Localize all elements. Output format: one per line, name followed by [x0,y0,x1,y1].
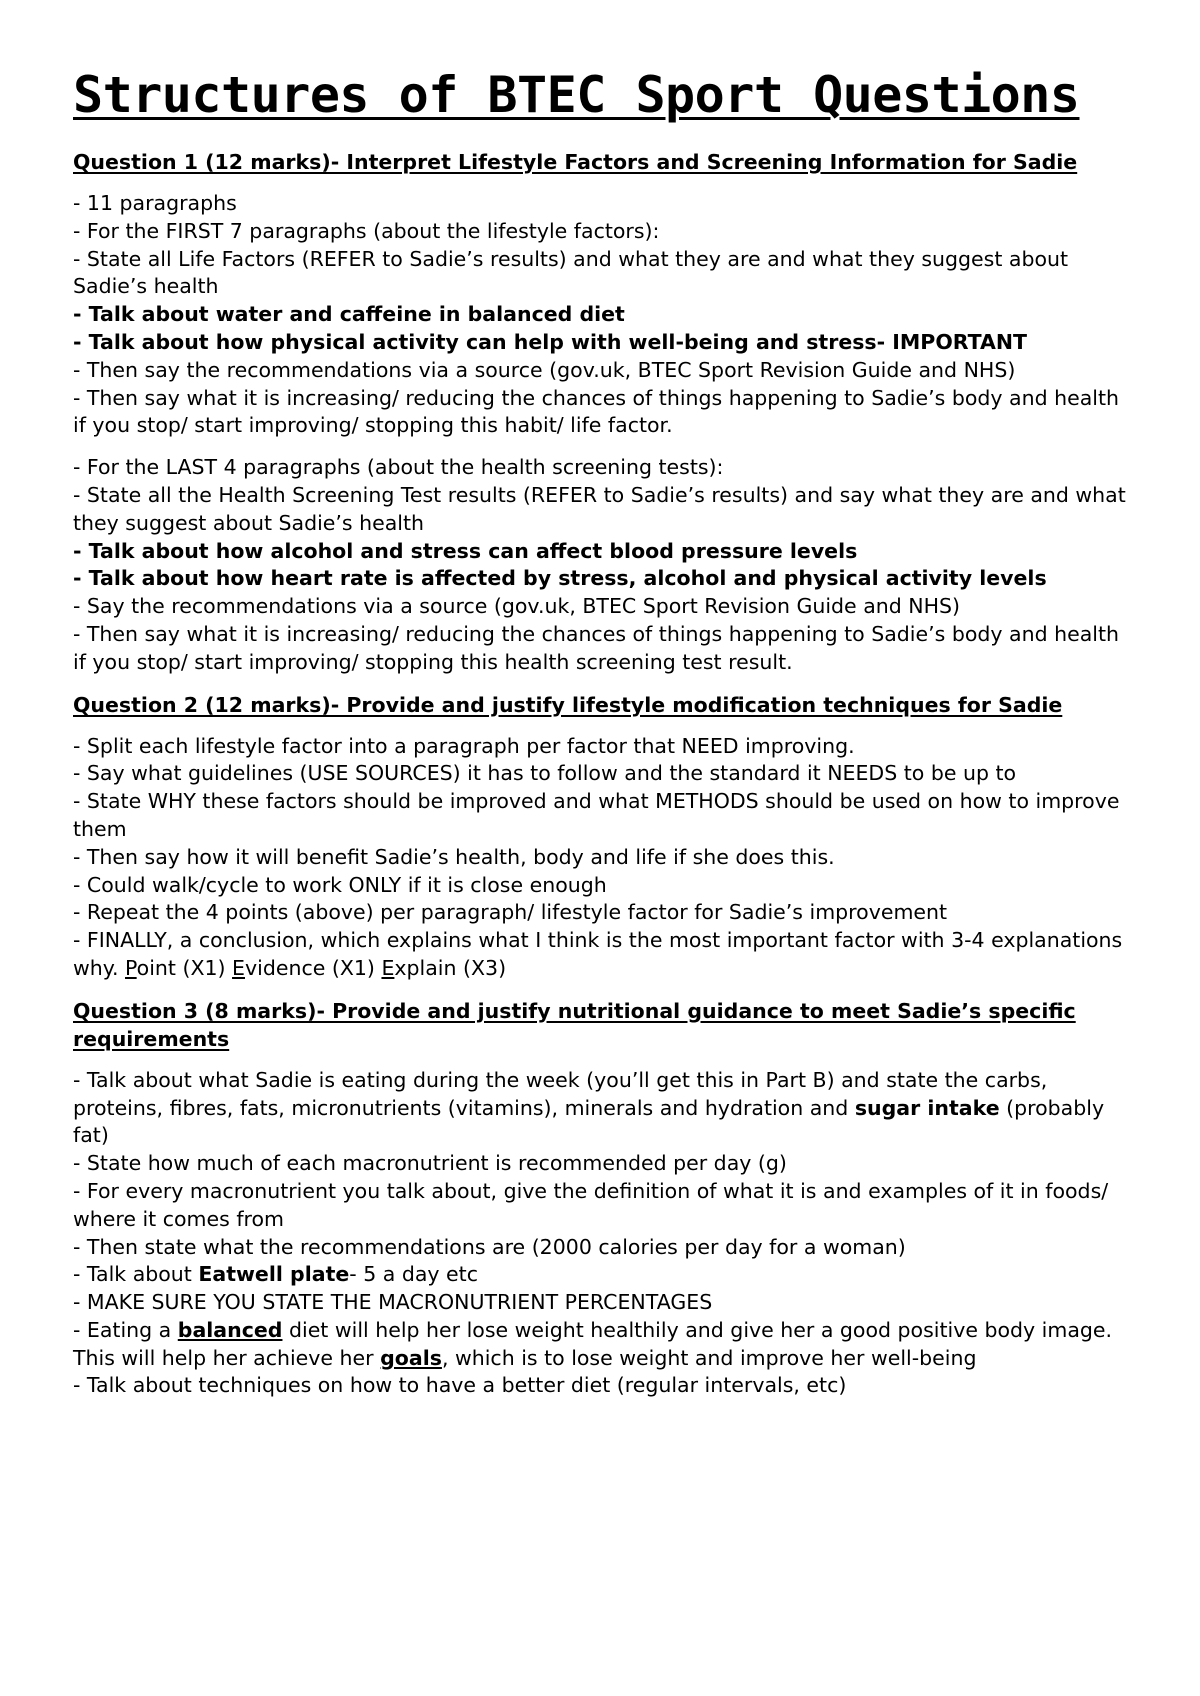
q1-line-6: - Then say the recommendations via a source (gov.uk, BTEC Sport Revision Guide and NHS) [73,357,1016,382]
q1-line-7: - Then say what it is increasing/ reducing the chances of things happening to Sadie’s body and health if you stop/ start improving/ stopping this habit/ life factor. [73,385,1120,438]
q2-line-6: - Repeat the 4 points (above) per paragraph/ lifestyle factor for Sadie’s improvement [73,900,948,925]
q3-line-1-tail: (probably fat) [73,1095,1105,1148]
q2-line-2: - Say what guidelines (USE SOURCES) it has to follow and the standard it NEEDS to be up to [73,761,1017,786]
q2-line-1: - Split each lifestyle factor into a paragraph per factor that NEED improving. [73,733,855,758]
q2-line-7 [73,927,1130,983]
q1-line-2: - For the FIRST 7 paragraphs (about the lifestyle factors): [73,218,660,243]
q3-line-3: - For every macronutrient you talk about, give the definition of what it is and examples of it in foods/ where it comes from [73,1178,1109,1231]
q3-line-1-text: - Talk about what Sadie is eating during the week (you’ll get this in Part B) and state the carbs, proteins, fibres, fats, micronutrients (vitamins), minerals and hydration and [73,1067,1048,1120]
q1-line-9: - State all the Health Screening Test results (REFER to Sadie’s results) and say what they are and what they suggest about Sadie’s health [73,482,1126,535]
q3-line-5-text: - Talk about [73,1262,199,1287]
question-2-section [73,691,1130,983]
q3-line-7-tail: , which is to lose weight and improve her well-being [441,1345,977,1370]
q1-line-5: - Talk about how physical activity can help with well-being and stress- IMPORTANT [73,329,1028,354]
pee-explain: xplain (X3) [394,955,507,980]
q2-line-4: - Then say how it will benefit Sadie’s health, body and life if she does this. [73,844,835,869]
q3-line-6: - MAKE SURE YOU STATE THE MACRONUTRIENT PERCENTAGES [73,1290,713,1315]
question-1-section [73,148,1130,677]
pee-letter-e2: E [381,955,395,980]
pee-evidence: vidence (X1) [245,955,382,980]
q1-line-11: - Talk about how heart rate is affected by stress, alcohol and physical activity levels [73,566,1047,591]
q1-line-4: - Talk about water and caffeine in balanced diet [73,302,625,327]
q3-line-1 [73,1067,1130,1150]
question-3-heading: Question 3 (8 marks)- Provide and justify nutritional guidance to meet Sadie’s specific requirements [73,998,1076,1051]
question-1-heading: Question 1 (12 marks)- Interpret Lifestyle Factors and Screening Information for Sadie [73,150,1078,174]
pee-letter-e1: E [232,955,245,980]
q3-line-4: - Then state what the recommendations are (2000 calories per day for a woman) [73,1234,906,1259]
eatwell-plate-emphasis: Eatwell plate [198,1262,350,1287]
sugar-intake-emphasis: sugar intake [854,1095,1000,1120]
goals-emphasis: goals [380,1345,442,1370]
question-2-heading: Question 2 (12 marks)- Provide and justify lifestyle modification techniques for Sadie [73,692,1063,717]
q3-line-7-text: - Eating a [73,1317,178,1342]
q1-line-10: - Talk about how alcohol and stress can affect blood pressure levels [73,538,858,563]
q1-line-13: - Then say what it is increasing/ reducing the chances of things happening to Sadie’s body and health if you stop/ start improving/ stopping this health screening test result. [73,621,1120,674]
q1-line-12: - Say the recommendations via a source (gov.uk, BTEC Sport Revision Guide and NHS) [73,594,961,619]
page-title: Structures of BTEC Sport Questions [73,66,1080,124]
pee-letter-p: P [125,955,137,980]
paragraph-gap [73,440,1130,454]
q1-line-3: - State all Life Factors (REFER to Sadie’s results) and what they are and what they suggest about Sadie’s health [73,246,1069,299]
question-3-section [73,997,1130,1401]
q3-line-5-tail: - 5 a day etc [349,1262,478,1287]
q2-line-3: - State WHY these factors should be improved and what METHODS should be used on how to improve them [73,789,1120,841]
q1-line-8: - For the LAST 4 paragraphs (about the health screening tests): [73,455,724,480]
q2-line-5: - Could walk/cycle to work ONLY if it is close enough [73,872,607,897]
q3-line-7-mid: diet will help her lose weight healthily and give her a good positive body image. This will help her achieve her [73,1317,1113,1370]
pee-point: oint (X1) [136,955,233,980]
q1-line-1: - 11 paragraphs [73,191,237,215]
q2-line-7-text: - FINALLY, a conclusion, which explains what I think is the most important factor with 3-4 explanations why. [73,928,1123,980]
q3-line-7 [73,1317,1130,1373]
q3-line-2: - State how much of each macronutrient is recommended per day (g) [73,1151,787,1176]
q3-line-5 [73,1261,1130,1289]
balanced-emphasis: balanced [177,1317,283,1342]
q3-line-8: - Talk about techniques on how to have a better diet (regular intervals, etc) [73,1373,847,1398]
